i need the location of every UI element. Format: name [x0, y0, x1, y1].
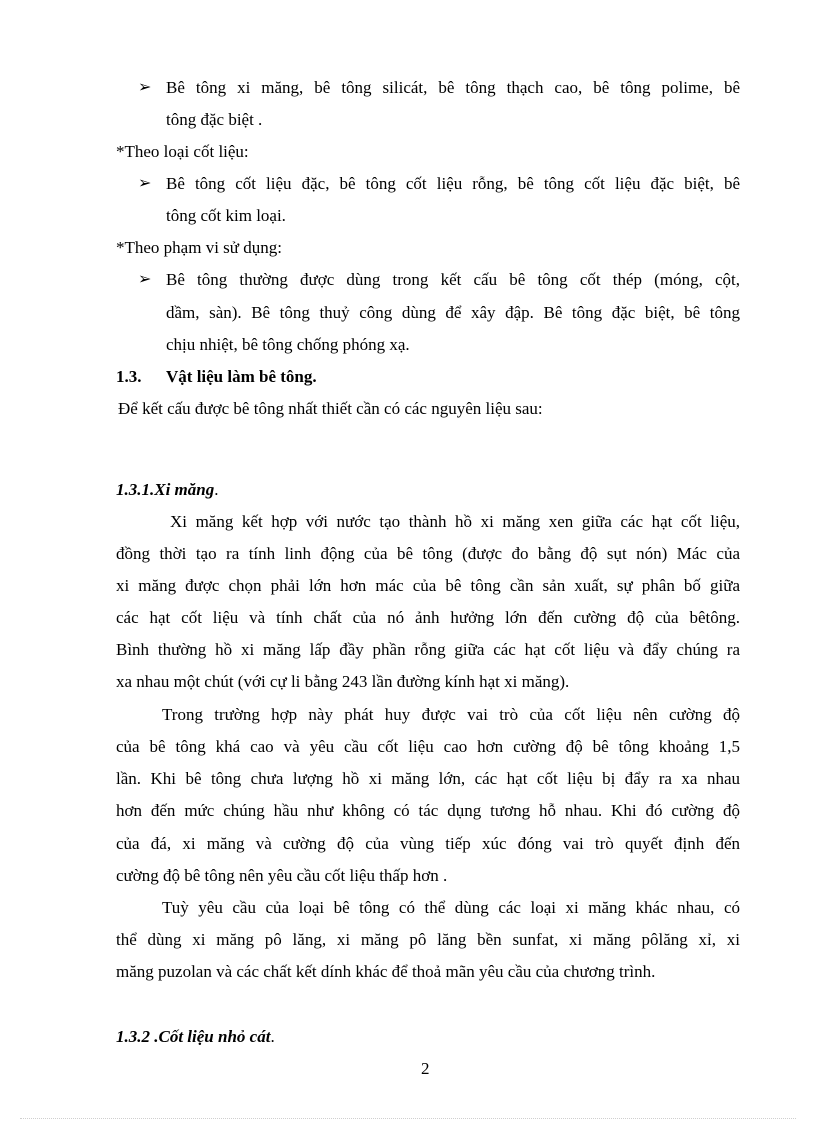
body-line: xi măng được chọn phải lớn hơn mác của bê tông cần sản xuất, sự phân bố giữa — [116, 576, 740, 595]
paragraph-line: Bê tông thường được dùng trong kết cấu bê tông cốt thép (móng, cột, — [166, 270, 740, 289]
bullet-arrow-icon: ➢ — [138, 271, 152, 288]
body-line: Bình thường hồ xi măng lấp đầy phần rỗng giữa các hạt cốt liệu và đẩy chúng ra — [116, 640, 740, 659]
section-number: 1.3. — [116, 367, 142, 386]
subheading-usage: *Theo phạm vi sử dụng: — [116, 238, 282, 257]
paragraph-line: dầm, sàn). Bê tông thuỷ công dùng để xây đập. Bê tông đặc biệt, bê tông — [166, 303, 740, 322]
body-line: thể dùng xi măng pô lăng, xi măng pô lăng bền sunfat, xi măng pôlăng xỉ, xi — [116, 930, 740, 949]
body-line: của đá, xi măng và cường độ của vùng tiếp xúc đóng vai trò quyết định đến — [116, 834, 740, 853]
body-line: cường độ bê tông nên yêu cầu cốt liệu thấp hơn . — [116, 866, 448, 885]
paragraph-line: tông đặc biệt . — [166, 110, 263, 129]
body-line: Tuỳ yêu cầu của loại bê tông có thể dùng các loại xi măng khác nhau, có — [162, 898, 740, 917]
page-number: 2 — [421, 1059, 430, 1078]
paragraph-line: Bê tông cốt liệu đặc, bê tông cốt liệu rỗng, bê tông cốt liệu đặc biệt, bê — [166, 174, 740, 193]
body-line: măng puzolan và các chất kết dính khác để thoả mãn yêu cầu của chương trình. — [116, 962, 656, 981]
body-line: xa nhau một chút (với cự li bằng 243 lần đường kính hạt xi măng). — [116, 672, 570, 691]
page-bottom-border — [20, 1118, 796, 1119]
paragraph-line: tông cốt kim loại. — [166, 206, 286, 225]
subsection-heading — [116, 480, 219, 500]
bullet-arrow-icon: ➢ — [138, 175, 152, 192]
subsection-suffix: . — [214, 480, 219, 499]
subsection-title: 1.3.1.Xi măng — [116, 480, 215, 499]
paragraph-line: Bê tông xi măng, bê tông silicát, bê tông thạch cao, bê tông polime, bê — [166, 78, 740, 97]
body-line: hơn đến mức chúng hầu như không có tác dụng tương hỗ nhau. Khi đó cường độ — [116, 801, 740, 820]
subsection-heading — [116, 1027, 275, 1047]
body-line: Trong trường hợp này phát huy được vai trò của cốt liệu nên cường độ — [162, 705, 740, 724]
subsection-title: 1.3.2 .Cốt liệu nhỏ cát — [116, 1027, 271, 1046]
body-line: đồng thời tạo ra tính linh động của bê tông (được đo bằng độ sụt nón) Mác của — [116, 544, 740, 563]
body-line: Xi măng kết hợp với nước tạo thành hồ xi măng xen giữa các hạt cốt liệu, — [170, 512, 740, 531]
body-line: các hạt cốt liệu và tính chất của nó ảnh hưởng lớn đến cường độ của bêtông. — [116, 608, 740, 627]
subsection-suffix: . — [270, 1027, 275, 1046]
body-line: của bê tông khá cao và yêu cầu cốt liệu cao hơn cường độ bê tông khoảng 1,5 — [116, 737, 740, 756]
body-line: lần. Khi bê tông chưa lượng hồ xi măng lớn, các hạt cốt liệu bị đẩy ra xa nhau — [116, 769, 740, 788]
section-intro: Để kết cấu được bê tông nhất thiết cần có các nguyên liệu sau: — [118, 399, 543, 418]
subheading-aggregate: *Theo loại cốt liệu: — [116, 142, 249, 161]
paragraph-line: chịu nhiệt, bê tông chống phóng xạ. — [166, 335, 410, 354]
bullet-arrow-icon: ➢ — [138, 79, 152, 96]
section-title: Vật liệu làm bê tông. — [166, 367, 317, 386]
